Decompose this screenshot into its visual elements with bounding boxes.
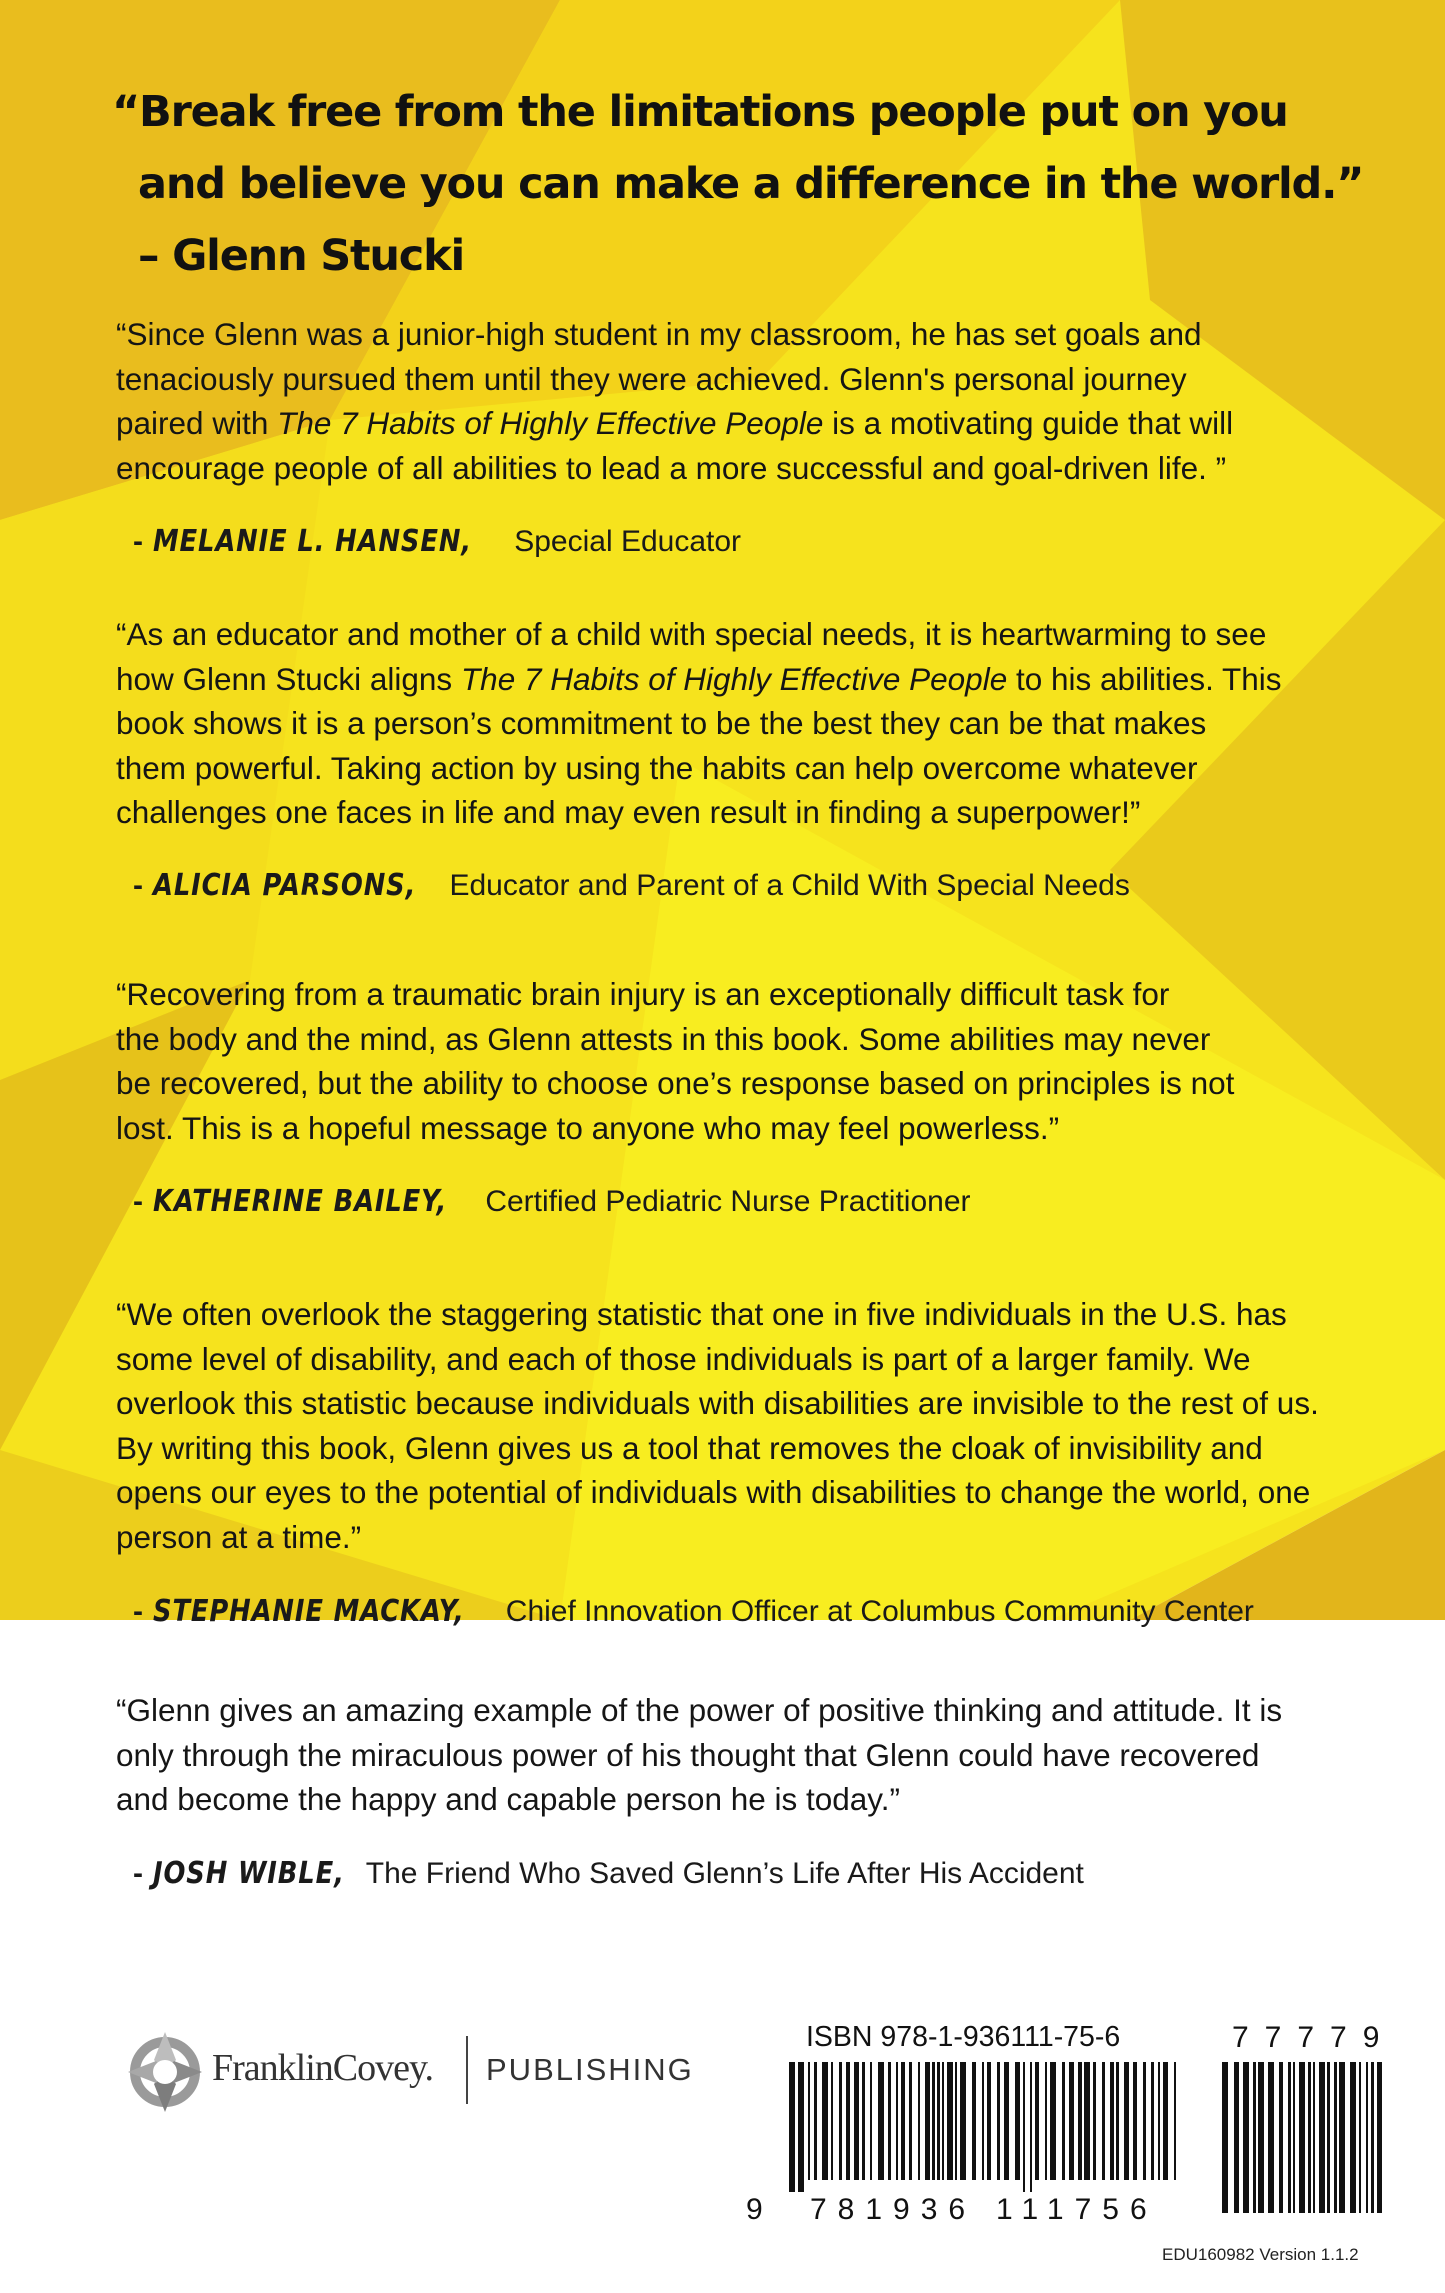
barcode-bar bbox=[1253, 2062, 1256, 2213]
barcode-bar bbox=[1334, 2062, 1337, 2213]
testimonial-text bbox=[116, 612, 1346, 835]
author-name: ALICIA PARSONS, bbox=[153, 868, 417, 903]
barcode-bar bbox=[888, 2062, 891, 2180]
barcode-bar bbox=[878, 2062, 884, 2180]
barcode-bar bbox=[862, 2062, 865, 2180]
barcode-bar bbox=[1004, 2062, 1009, 2180]
testimonial-text bbox=[116, 1292, 1346, 1559]
barcode-bar bbox=[854, 2062, 859, 2180]
author-role: The Friend Who Saved Glenn’s Life After His Accident bbox=[365, 1857, 1084, 1890]
barcode-bar bbox=[1050, 2062, 1056, 2180]
author-role: Chief Innovation Officer at Columbus Community Center bbox=[505, 1595, 1254, 1628]
publisher-brand: FranklinCovey. bbox=[212, 2047, 434, 2089]
author-name: KATHERINE BAILEY, bbox=[153, 1184, 448, 1219]
barcode-bar bbox=[814, 2062, 817, 2180]
text-line bbox=[116, 401, 1346, 446]
barcode-bar bbox=[831, 2062, 833, 2180]
barcode-bar bbox=[1359, 2062, 1361, 2213]
barcode-bar bbox=[1030, 2062, 1032, 2192]
barcode-bar bbox=[808, 2062, 810, 2180]
barcode-bar bbox=[1133, 2062, 1137, 2180]
headline-quote bbox=[112, 76, 1364, 292]
barcode-bar bbox=[925, 2062, 930, 2180]
attribution-dash: - bbox=[133, 869, 143, 902]
barcode-bar bbox=[839, 2062, 842, 2180]
attribution-dash: - bbox=[133, 1595, 143, 1628]
headline-author: – Glenn Stucki bbox=[138, 231, 465, 281]
barcode-bar bbox=[1102, 2062, 1105, 2180]
attribution bbox=[133, 868, 1130, 903]
barcode-bar bbox=[1093, 2062, 1096, 2180]
text-line: book shows it is a person’s commitment to be the best they can be that makes bbox=[116, 705, 1207, 741]
price-code: 77779 bbox=[1232, 2021, 1396, 2054]
barcode-bar bbox=[1222, 2062, 1228, 2213]
text-line: encourage people of all abilities to lead a more successful and goal-driven life. ” bbox=[116, 449, 1227, 486]
barcode-bar bbox=[1035, 2062, 1039, 2180]
text-line: tenaciously pursued them until they were achieved. Glenn's personal journey bbox=[116, 360, 1187, 397]
barcode-bar bbox=[1023, 2062, 1025, 2192]
barcode-bar bbox=[1110, 2062, 1114, 2180]
author-name: MELANIE L. HANSEN, bbox=[153, 524, 472, 559]
text-line: “We often overlook the staggering statistic that one in five individuals in the U.S. has bbox=[116, 1296, 1287, 1332]
barcode-bar bbox=[960, 2062, 966, 2180]
barcode-bar bbox=[1243, 2062, 1249, 2213]
testimonial-text bbox=[116, 1688, 1346, 1822]
barcode-digit-group: 111756 bbox=[996, 2193, 1158, 2226]
barcode-bar bbox=[1268, 2062, 1274, 2213]
logo-divider bbox=[466, 2036, 468, 2104]
barcode-bar bbox=[1327, 2062, 1330, 2213]
barcode-bar bbox=[1078, 2062, 1082, 2180]
text-line: challenges one faces in life and may even result in finding a superpower!” bbox=[116, 794, 1141, 830]
barcode-digit-group: 781936 bbox=[810, 2193, 977, 2226]
barcode-bar bbox=[1377, 2062, 1382, 2213]
text-line: some level of disability, and each of those individuals is part of a larger family. We bbox=[116, 1340, 1251, 1377]
barcode-bar bbox=[932, 2062, 935, 2180]
attribution bbox=[133, 524, 741, 559]
barcode-bar bbox=[1371, 2062, 1374, 2213]
isbn-label: ISBN 978-1-936111-75-6 bbox=[806, 2021, 1121, 2053]
barcode-bar bbox=[822, 2062, 828, 2180]
barcode-bar bbox=[982, 2062, 984, 2180]
barcode-bar bbox=[1299, 2062, 1305, 2213]
barcode-bar bbox=[896, 2062, 898, 2180]
compass-logo-icon bbox=[126, 2030, 204, 2114]
testimonial-text bbox=[116, 312, 1346, 490]
barcode-bar bbox=[947, 2062, 953, 2180]
text-line: By writing this book, Glenn gives us a tool that removes the cloak of invisibility and bbox=[116, 1429, 1263, 1466]
barcode-bar bbox=[1158, 2062, 1160, 2180]
text-span: to his abilities. This bbox=[1007, 660, 1282, 697]
text-line: overlook this statistic because individuals with disabilities are invisible to the rest of us. bbox=[116, 1385, 1319, 1421]
barcode-bar bbox=[1143, 2062, 1146, 2180]
text-span: paired with bbox=[116, 405, 278, 441]
barcode-bar bbox=[1313, 2062, 1315, 2213]
text-line: “As an educator and mother of a child with special needs, it is heartwarming to see bbox=[116, 616, 1267, 652]
attribution bbox=[133, 1594, 1254, 1629]
book-title: The 7 Habits of Highly Effective People bbox=[277, 405, 824, 441]
barcode-bar bbox=[1234, 2062, 1239, 2213]
barcode-bar bbox=[1339, 2062, 1345, 2213]
barcode-bar bbox=[1366, 2062, 1368, 2213]
text-line: opens our eyes to the potential of individuals with disabilities to change the world, one bbox=[116, 1474, 1311, 1510]
barcode-bar bbox=[1174, 2062, 1176, 2180]
barcode-bar bbox=[1350, 2062, 1356, 2213]
text-line: and become the happy and capable person he is today.” bbox=[116, 1781, 900, 1817]
barcode-bar bbox=[997, 2062, 1000, 2180]
version-code: EDU160982 Version 1.1.2 bbox=[1162, 2245, 1359, 2264]
attribution-dash: - bbox=[133, 525, 143, 558]
barcode-bar bbox=[1151, 2062, 1154, 2180]
barcode-bar bbox=[918, 2062, 920, 2180]
text-span: is a motivating guide that will bbox=[823, 405, 1234, 441]
barcode-bar bbox=[1045, 2062, 1047, 2180]
text-line: “Glenn gives an amazing example of the power of positive thinking and attitude. It is bbox=[116, 1692, 1283, 1728]
barcode-bar bbox=[987, 2062, 991, 2180]
barcode-bar bbox=[972, 2062, 976, 2180]
barcode-bar bbox=[1163, 2062, 1168, 2180]
text-line: be recovered, but the ability to choose one’s response based on principles is not bbox=[116, 1065, 1235, 1101]
barcode-bar bbox=[1288, 2062, 1291, 2213]
barcode-bar bbox=[942, 2062, 944, 2180]
text-line: “Since Glenn was a junior-high student in my classroom, he has set goals and bbox=[116, 316, 1202, 352]
barcode-bar bbox=[937, 2062, 940, 2180]
barcode-bar bbox=[789, 2062, 795, 2192]
barcode-bar bbox=[1084, 2062, 1090, 2180]
text-line: them powerful. Taking action by using the habits can help overcome whatever bbox=[116, 749, 1198, 786]
barcode-bar bbox=[870, 2062, 872, 2180]
text-line: lost. This is a hopeful message to anyone who may feel powerless.” bbox=[116, 1109, 1060, 1146]
barcode-bar bbox=[1258, 2062, 1264, 2213]
barcode-bar bbox=[901, 2062, 905, 2180]
text-line: “Recovering from a traumatic brain injury is an exceptionally difficult task for bbox=[116, 976, 1170, 1012]
author-role: Special Educator bbox=[514, 525, 742, 558]
publisher-logo bbox=[126, 2030, 706, 2120]
barcode-bar bbox=[1308, 2062, 1311, 2213]
text-line: the body and the mind, as Glenn attests in this book. Some abilities may never bbox=[116, 1020, 1211, 1057]
attribution-dash: - bbox=[133, 1185, 143, 1218]
barcode-digit-group: 9 bbox=[746, 2193, 763, 2226]
attribution bbox=[133, 1184, 971, 1219]
barcode-bar bbox=[1069, 2062, 1074, 2180]
headline-line: and believe you can make a difference in the world.” bbox=[138, 159, 1364, 209]
barcode-bar bbox=[798, 2062, 804, 2192]
price-barcode bbox=[1222, 2062, 1382, 2225]
barcode-bar bbox=[1116, 2062, 1119, 2180]
isbn-barcode bbox=[789, 2062, 1179, 2192]
headline-line: “Break free from the limitations people put on you bbox=[112, 87, 1288, 137]
author-role: Educator and Parent of a Child With Special Needs bbox=[449, 869, 1130, 902]
barcode-bar bbox=[846, 2062, 850, 2180]
attribution-dash: - bbox=[133, 1857, 143, 1890]
barcode-bar bbox=[1062, 2062, 1065, 2180]
publisher-imprint: PUBLISHING bbox=[486, 2052, 694, 2087]
barcode-bar bbox=[1279, 2062, 1283, 2213]
author-name: JOSH WIBLE, bbox=[153, 1856, 345, 1891]
barcode-bar bbox=[955, 2062, 957, 2180]
testimonial-text bbox=[116, 972, 1346, 1150]
barcode-bar bbox=[1293, 2062, 1295, 2213]
text-line: person at a time.” bbox=[116, 1518, 362, 1555]
barcode-bar bbox=[1015, 2062, 1020, 2180]
barcode-bar bbox=[1319, 2062, 1325, 2213]
text-span: how Glenn Stucki aligns bbox=[116, 660, 461, 697]
author-name: STEPHANIE MACKAY, bbox=[153, 1594, 465, 1629]
barcode-bar bbox=[909, 2062, 912, 2180]
attribution bbox=[133, 1856, 1084, 1891]
barcode-bar bbox=[1124, 2062, 1129, 2180]
text-line bbox=[116, 657, 1346, 702]
author-role: Certified Pediatric Nurse Practitioner bbox=[485, 1185, 971, 1218]
book-title: The 7 Habits of Highly Effective People bbox=[460, 660, 1008, 697]
text-line: only through the miraculous power of his thought that Glenn could have recovered bbox=[116, 1736, 1260, 1773]
